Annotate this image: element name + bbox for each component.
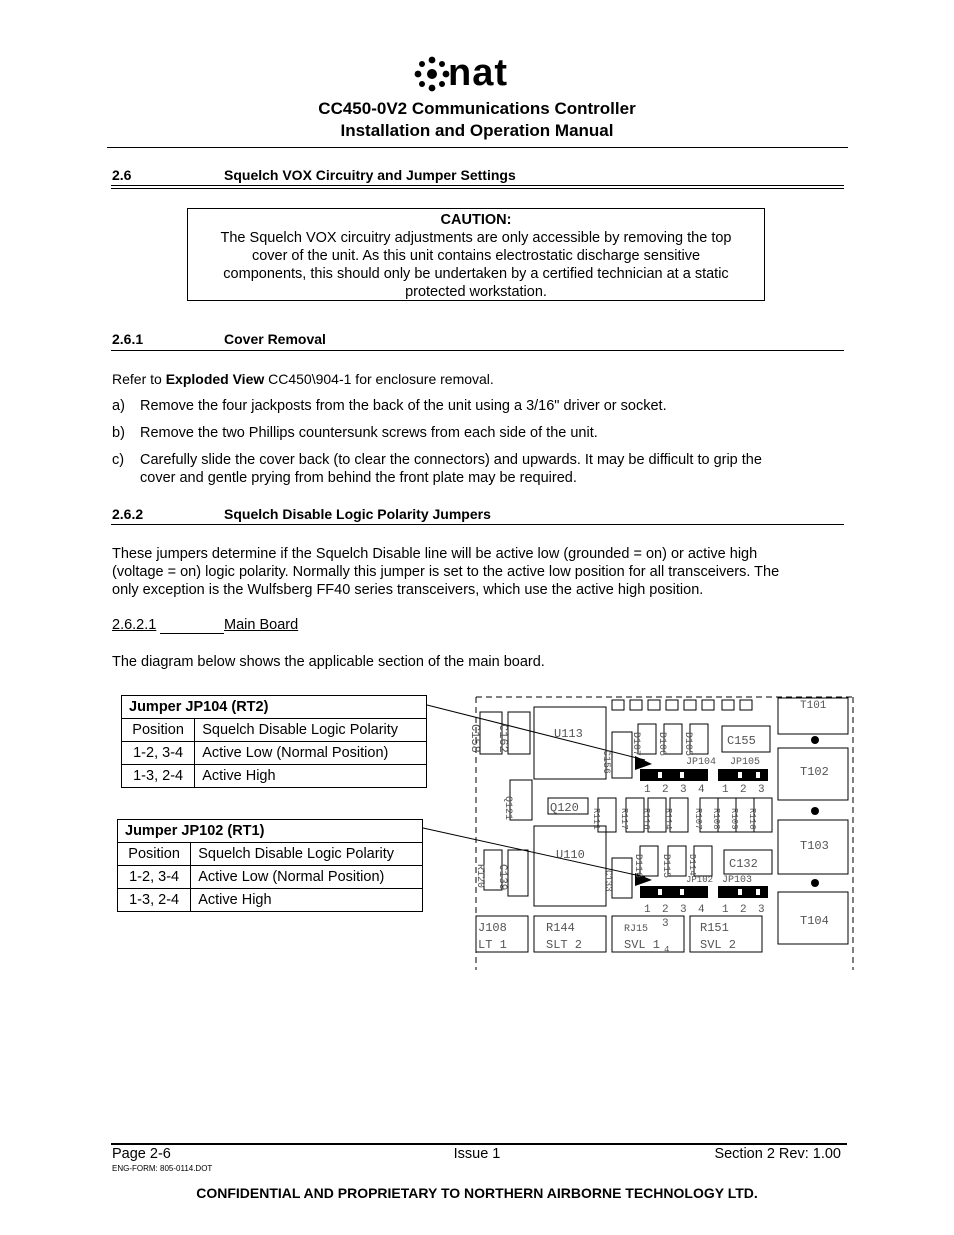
- c139-outline: [508, 850, 528, 896]
- label-t103: T103: [800, 839, 829, 853]
- label-r114: R114: [663, 808, 673, 830]
- c162-outline: [508, 712, 530, 754]
- jp103-jumper-block: [718, 886, 768, 898]
- label-t104: T104: [800, 914, 829, 928]
- section-2-6-2-title: Squelch Disable Logic Polarity Jumpers: [224, 506, 491, 522]
- label-c162: C162: [496, 724, 510, 753]
- paragraph-line: These jumpers determine if the Squelch Disable line will be active low (grounded = on) or active high: [112, 546, 758, 562]
- label-c132: C132: [729, 857, 758, 871]
- label-r108: R108: [711, 808, 721, 830]
- label-t101: T101: [800, 700, 827, 712]
- intro-text: Refer to: [112, 371, 166, 387]
- label-svl1: SVL 1: [624, 938, 661, 952]
- pin-4: 4: [664, 945, 670, 955]
- column-header: Position: [122, 719, 195, 742]
- caution-line: components, this should only be undertaken by a certified technician at a static: [223, 266, 729, 282]
- column-header: Position: [118, 843, 191, 866]
- pin-3: 3: [758, 904, 765, 916]
- jp102-jumper-block: [640, 886, 708, 898]
- label-jp104: JP104: [686, 757, 717, 768]
- polarity-cell: Active High: [191, 889, 423, 912]
- u113-outline: [534, 707, 606, 779]
- section-2-6-1-title: Cover Removal: [224, 331, 326, 347]
- pin-3: 3: [758, 784, 765, 796]
- label-r120: R120: [474, 864, 485, 889]
- position-cell: 1-3, 2-4: [118, 889, 191, 912]
- label-r110: R110: [747, 808, 757, 830]
- pin-1: 1: [644, 784, 651, 796]
- title-line-2: Installation and Operation Manual: [340, 121, 614, 140]
- step-label: a): [112, 398, 125, 414]
- label-q121: Q121: [502, 796, 513, 821]
- pin-2: 2: [740, 784, 747, 796]
- label-r107: R107: [693, 808, 703, 830]
- section-2-6-title: Squelch VOX Circuitry and Jumper Settings: [224, 167, 516, 183]
- label-c133: C133: [603, 870, 613, 892]
- label-lt1: LT 1: [478, 938, 507, 952]
- label-r116: R116: [641, 808, 651, 830]
- label-r117: R117: [619, 808, 629, 830]
- step-text-continued: cover and gentle prying from behind the front plate may be required.: [140, 470, 577, 486]
- label-c139: C139: [496, 864, 508, 891]
- column-header: Squelch Disable Logic Polarity: [191, 843, 423, 866]
- label-d105: D105: [682, 732, 693, 757]
- jp105-jumper-block: [718, 769, 768, 781]
- step-text: Remove the two Phillips countersunk screws from each side of the unit.: [140, 425, 598, 441]
- pin-4: 4: [698, 904, 705, 916]
- label-rj15: RJ15: [624, 924, 649, 935]
- mount-hole-1: [811, 736, 819, 744]
- step-text: Carefully slide the cover back (to clear the connectors) and upwards. It may be difficult to grip the: [140, 452, 762, 468]
- polarity-cell: Active Low (Normal Position): [191, 866, 423, 889]
- label-q120: Q120: [550, 801, 579, 815]
- polarity-cell: Active Low (Normal Position): [195, 742, 427, 765]
- caution-line: cover of the unit. As this unit contains electrostatic discharge sensitive: [251, 248, 701, 264]
- label-d115: D115: [660, 854, 671, 879]
- section-2-6-2-1-number: 2.6.2.1: [112, 617, 157, 633]
- intro-text: CC450\904-1 for enclosure removal.: [264, 371, 494, 387]
- mount-hole-2: [811, 807, 819, 815]
- label-r111: R111: [591, 808, 601, 830]
- paragraph-line: only exception is the Wulfsberg FF40 series transceivers, which use the active high position.: [112, 582, 704, 598]
- position-cell: 1-2, 3-4: [118, 866, 191, 889]
- arrow-jp104: [635, 756, 652, 770]
- footer-page-number: Page 2-6: [112, 1146, 171, 1162]
- paragraph-line: (voltage = on) logic polarity. Normally this jumper is set to the active low position for all transceivers. The: [112, 564, 780, 580]
- label-d116: D116: [632, 854, 643, 879]
- position-cell: 1-3, 2-4: [122, 765, 195, 788]
- label-r151: R151: [700, 921, 729, 935]
- step-label: b): [112, 425, 125, 441]
- section-2-6-1-number: 2.6.1: [112, 331, 144, 347]
- label-jp105: JP105: [730, 757, 761, 768]
- pin-4: 4: [698, 784, 705, 796]
- label-c155: C155: [727, 734, 756, 748]
- label-j108: J108: [478, 921, 507, 935]
- main-board-paragraph: The diagram below shows the applicable section of the main board.: [112, 654, 545, 670]
- mount-hole-3: [811, 879, 819, 887]
- nat-logo-text: nat: [448, 52, 508, 94]
- pin-1: 1: [722, 784, 729, 796]
- step-text: Remove the four jackposts from the back of the unit using a 3/16" driver or socket.: [140, 398, 667, 414]
- title-line-1: CC450-0V2 Communications Controller: [318, 99, 636, 118]
- label-t102: T102: [800, 765, 829, 779]
- label-u110: U110: [556, 848, 585, 862]
- pin-2: 2: [740, 904, 747, 916]
- section-2-6-2-1-title: Main Board: [224, 617, 299, 633]
- footer-section-rev: Section 2 Rev: 1.00: [714, 1146, 841, 1162]
- footer-rule: [111, 1143, 847, 1145]
- exploded-view-label: Exploded View: [165, 371, 265, 387]
- label-jp103: JP103: [722, 875, 753, 886]
- pin-1: 1: [644, 904, 651, 916]
- label-jp102: JP102: [686, 875, 714, 885]
- column-header: Squelch Disable Logic Polarity: [195, 719, 427, 742]
- label-c158: C158: [468, 724, 482, 753]
- position-cell: 1-2, 3-4: [122, 742, 195, 765]
- table-title: Jumper JP102 (RT1): [118, 820, 423, 843]
- polarity-cell: Active High: [195, 765, 427, 788]
- c156-outline: [612, 732, 632, 778]
- label-r109: R109: [729, 808, 739, 830]
- caution-line: The Squelch VOX circuitry adjustments are only accessible by removing the top: [220, 230, 732, 246]
- pin-3: 3: [662, 918, 669, 930]
- caution-title: CAUTION:: [440, 212, 512, 228]
- label-svl2: SVL 2: [700, 938, 737, 952]
- section-2-6-number: 2.6: [112, 167, 132, 183]
- c133-outline: [612, 858, 632, 898]
- label-d114: D114: [687, 854, 697, 876]
- footer-confidential: CONFIDENTIAL AND PROPRIETARY TO NORTHERN AIRBORNE TECHNOLOGY LTD.: [196, 1185, 758, 1201]
- jp104-jumper-block: [640, 769, 708, 781]
- pin-2: 2: [662, 784, 669, 796]
- label-r144: R144: [546, 921, 575, 935]
- label-u113: U113: [554, 727, 583, 741]
- caution-line: protected workstation.: [405, 284, 547, 300]
- label-c156: C156: [600, 750, 611, 775]
- footer-issue: Issue 1: [453, 1146, 501, 1162]
- label-d106: D106: [656, 732, 667, 757]
- label-d107: D107: [630, 732, 641, 757]
- pin-3: 3: [680, 784, 687, 796]
- table-title: Jumper JP104 (RT2): [122, 696, 427, 719]
- pin-1: 1: [722, 904, 729, 916]
- footer-form-id: ENG-FORM: 805-0114.DOT: [112, 1164, 213, 1173]
- step-label: c): [112, 452, 125, 468]
- pin-2: 2: [662, 904, 669, 916]
- label-slt2: SLT 2: [546, 938, 583, 952]
- section-2-6-2-number: 2.6.2: [112, 506, 144, 522]
- pin-3: 3: [680, 904, 687, 916]
